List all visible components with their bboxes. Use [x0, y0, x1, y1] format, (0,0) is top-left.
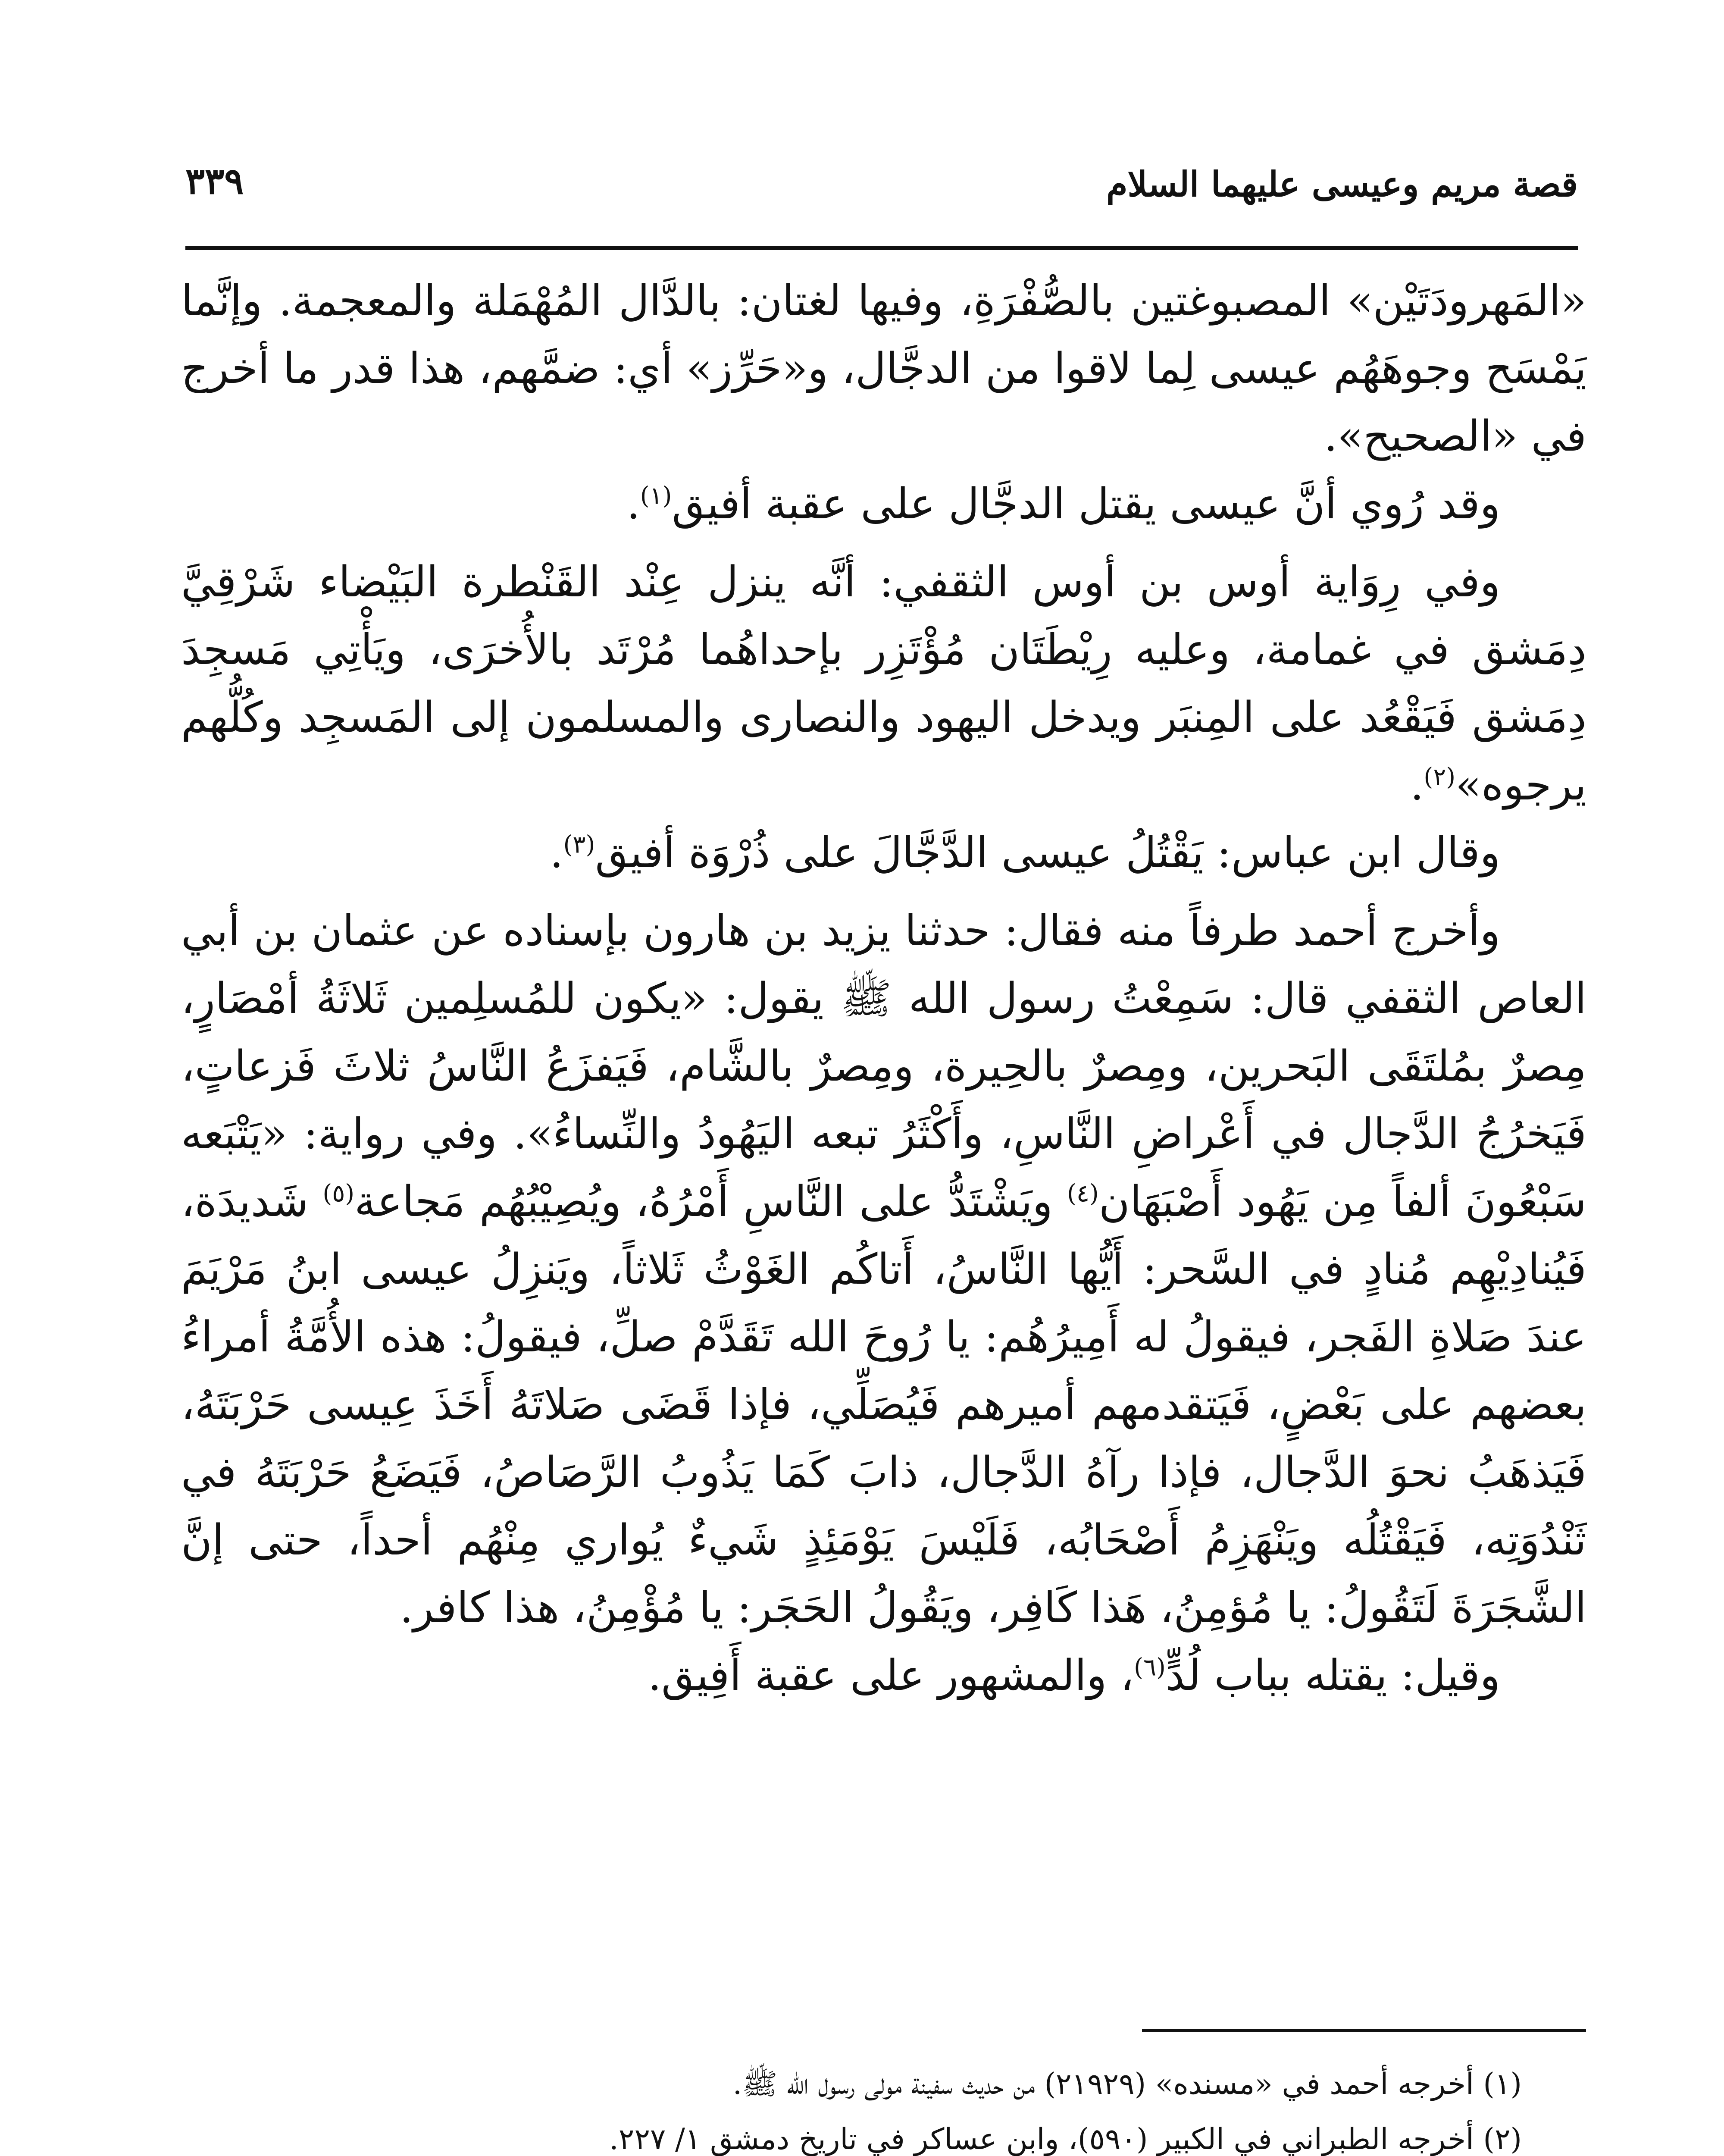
page-number: ٣٣٩ — [185, 160, 244, 202]
footnote-ref-4: (٤) — [1067, 1179, 1099, 1208]
main-text — [181, 267, 1586, 1710]
paragraph-5 — [181, 897, 1586, 1642]
footnote-ref-2: (٢) — [1424, 763, 1456, 791]
paragraph-3-text: وفي رِوَاية أوس بن أوس الثقفي: أنَّه ينزل عِنْد القَنْطرة البَيْضاء شَرْقِيَّ دِمَشق في غمامة، وعليه رِيْطَتَان مُؤْتَزِر بإحداهُما مُرْتَد بالأُخرَى، ويَأْتِي مَسجِدَ دِمَشق فَيَقْعُد على المِنبَر ويدخل اليهود والنصارى والمسلمون إلى المَسجِد وكُلُّهم يرجوه» — [181, 558, 1586, 810]
paragraph-6-text: وقيل: يقتله بباب لُدٍّ — [1165, 1651, 1500, 1700]
paragraph-5-part-c: شَديدَة، فَيُنادِيْهِم مُنادٍ في السَّحر: أَيُّها النَّاسُ، أَتاكُم الغَوْثُ ثَلاثاً، ويَنزِلُ عيسى ابنُ مَرْيَمَ عندَ صَلاةِ الفَجر، فيقولُ له أَمِيرُهُم: يا رُوحَ الله تَقَدَّمْ صلِّ، فيقولُ: هذه الأُمَّةُ أمراءُ بعضهم على بَعْضٍ، فَيَتقدمهم أميرهم فَيُصَلِّي، فإذا قَضَى صَلاتَهُ أَخَذَ عِيسى حَرْبَتَهُ، فَيَذهَبُ نحوَ الدَّجال، فإذا رآهُ الدَّجال، ذابَ كَمَا يَذُوبُ الرَّصَاصُ، فَيَضَعُ حَرْبَتَهُ في ثَنْدُوَتِه، فَيَقْتُلُه ويَنْهَزِمُ أَصْحَابُه، فَلَيْسَ يَوْمَئِذٍ شَيءٌ يُواري مِنْهُم أحداً، حتى إنَّ الشَّجَرَةَ لَتَقُولُ: يا مُؤمِنُ، هَذا كَافِر، ويَقُولُ الحَجَر: يا مُؤْمِنُ، هذا كافر. — [181, 1177, 1586, 1633]
footnote-2: (٢) أخرجه الطبراني في الكبير (٥٩٠)، وابن عساكر في تاريخ دمشق ١/ ٢٢٧. — [609, 2122, 1522, 2156]
footnote-ref-5: (٥) — [322, 1179, 355, 1208]
paragraph-6-end: ، والمشهور على عقبة أَفِيق. — [648, 1651, 1134, 1700]
paragraph-2-text: وقد رُوي أنَّ عيسى يقتل الدجَّال على عقبة أفيق — [672, 479, 1500, 529]
paragraph-1: «المَهرودَتَيْن» المصبوغتين بالصُّفْرَةِ، وفيها لغتان: بالدَّال المُهْمَلة والمعجمة. وإنَّما يَمْسَح وجوهَهُم عيسى لِما لاقوا من الدجَّال، و«حَرِّز» أي: ضمَّهم، هذا قدر ما أخرج في «الصحيح». — [181, 276, 1586, 461]
footnote-ref-6: (٦) — [1134, 1653, 1166, 1682]
page-header — [185, 142, 1578, 220]
footnotes — [185, 2057, 1522, 2156]
footnote-ref-3: (٣) — [563, 830, 595, 859]
footnote-1: (١) أخرجه أحمد في «مسنده» (٢١٩٢٩) من حديث سفينة مولى رسول الله ﷺ. — [732, 2067, 1522, 2101]
paragraph-4-end: . — [550, 828, 563, 877]
footnote-separator — [1142, 2029, 1586, 2032]
footnote-ref-1: (١) — [640, 482, 672, 510]
paragraph-5-part-b: ويَشْتَدُّ على النَّاسِ أَمْرُهُ، ويُصِيْبُهُم مَجاعة — [354, 1177, 1067, 1226]
header-rule — [185, 246, 1578, 250]
paragraph-4-text: وقال ابن عباس: يَقْتُلُ عيسى الدَّجَّالَ على ذُرْوَة أفيق — [595, 828, 1500, 877]
paragraph-3 — [181, 548, 1586, 819]
paragraph-3-end: . — [1410, 761, 1424, 810]
paragraph-2-end: . — [626, 479, 640, 529]
paragraph-6 — [181, 1642, 1586, 1710]
paragraph-5-part-a: وأخرج أحمد طرفاً منه فقال: حدثنا يزيد بن هارون بإسناده عن عثمان بن أبي العاص الثقفي قال: سَمِعْتُ رسول الله ﷺ يقول: «يكون للمُسلِمين ثَلاثَةُ أمْصَارٍ، مِصرٌ بمُلتَقَى البَحرين، ومِصرٌ بالحِيرة، ومِصرٌ بالشَّام، فَيَفزَعُ النَّاسُ ثلاثَ فَزعاتٍ، فَيَخرُجُ الدَّجال في أَعْراضِ النَّاسِ، وأَكْثَرُ تبعه اليَهُودُ والنِّساءُ». وفي رواية: «يَتْبَعه سَبْعُونَ ألفاً مِن يَهُود أَصْبَهَان — [181, 906, 1586, 1226]
paragraph-4 — [181, 819, 1586, 887]
paragraph-2 — [181, 470, 1586, 538]
running-title: قصة مريم وعيسى عليهما السلام — [1106, 164, 1578, 204]
